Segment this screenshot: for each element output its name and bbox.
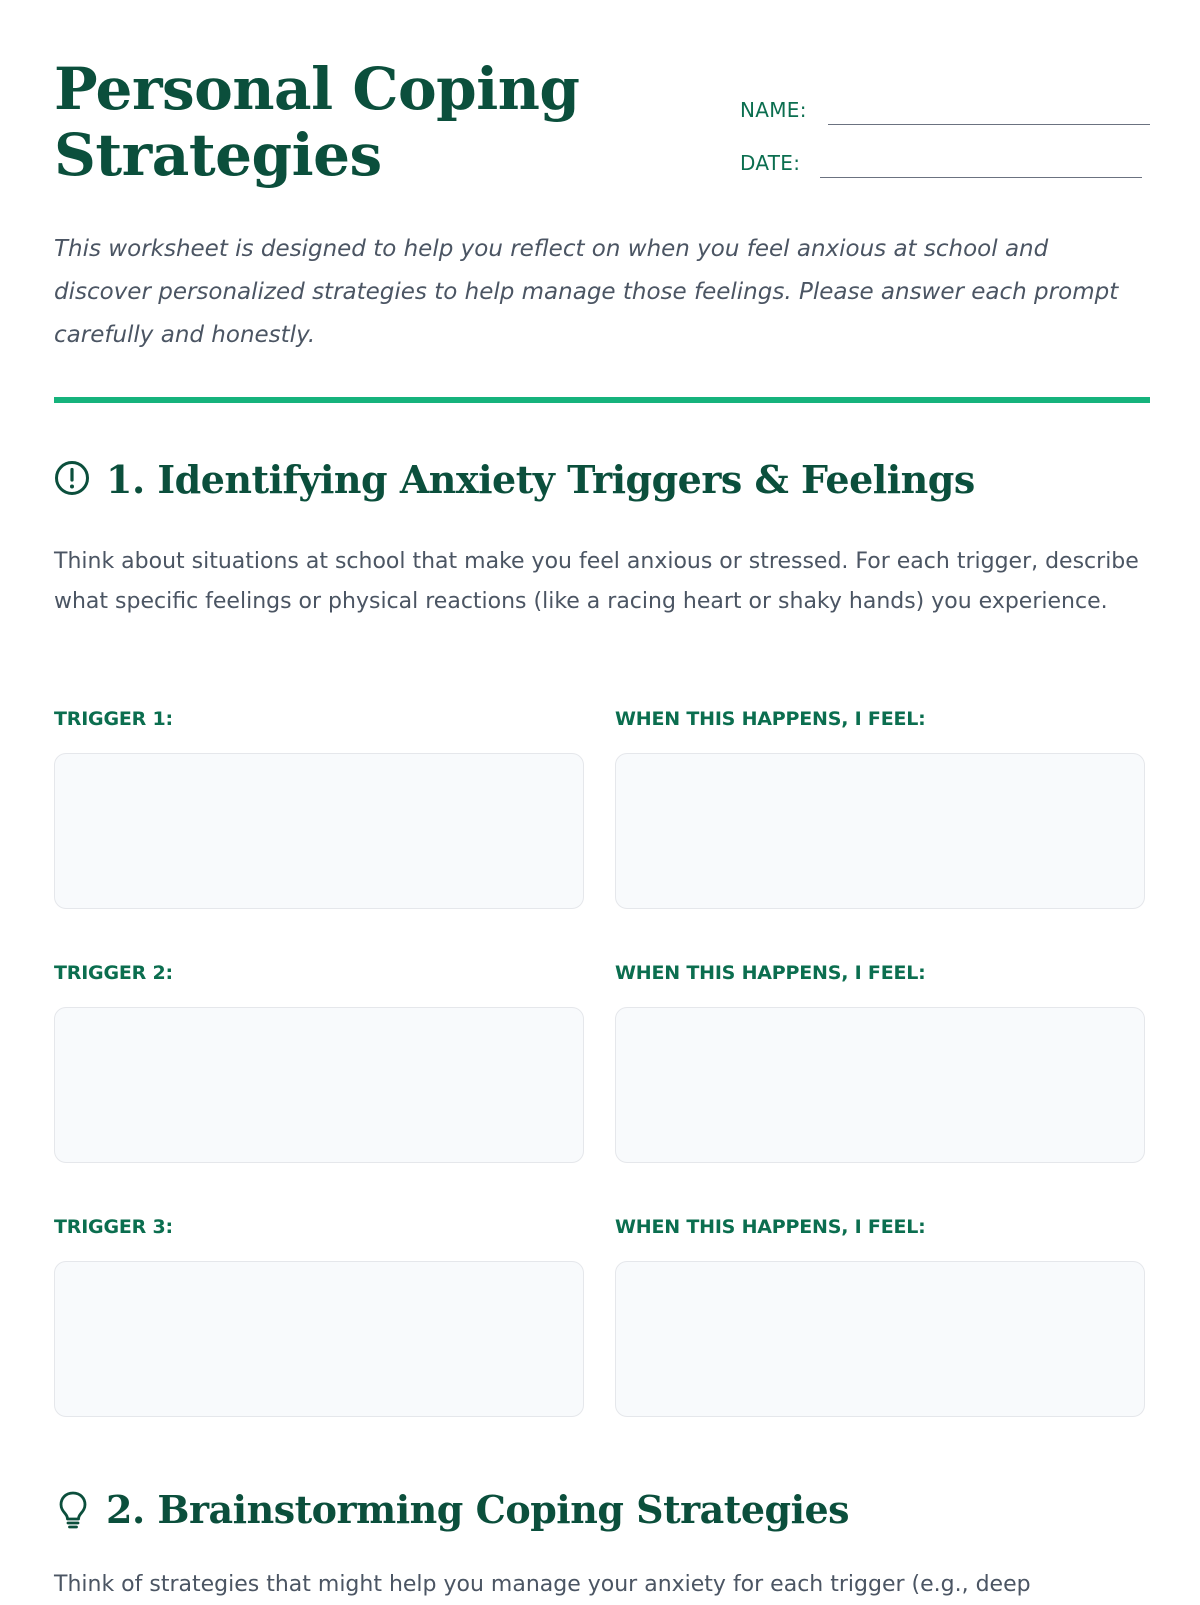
title-line-1: Personal Coping — [54, 55, 580, 123]
lightbulb-icon — [54, 1489, 94, 1529]
worksheet-page — [54, 0, 1150, 1600]
trigger-2-label: TRIGGER 2: — [54, 962, 173, 984]
worksheet-title — [54, 56, 674, 188]
feel-1-input[interactable] — [615, 753, 1145, 909]
trigger-3-label: TRIGGER 3: — [54, 1216, 173, 1238]
trigger-3-input[interactable] — [54, 1261, 584, 1417]
name-line[interactable] — [828, 124, 1150, 125]
section-1-heading — [54, 455, 1150, 505]
date-field[interactable] — [740, 145, 1150, 179]
name-field[interactable] — [740, 92, 1150, 126]
section-2-title: 2. Brainstorming Coping Strategies — [106, 1487, 850, 1532]
feel-3-label: WHEN THIS HAPPENS, I FEEL: — [615, 1216, 926, 1238]
date-label: DATE: — [740, 151, 801, 175]
trigger-1-label: TRIGGER 1: — [54, 708, 173, 730]
date-line[interactable] — [820, 177, 1142, 178]
name-label: NAME: — [740, 98, 807, 122]
intro-text: This worksheet is designed to help you reflect on when you feel anxious at school and discover personalized strategies to help manage those feelings. Please answer each prompt carefully and honestly. — [54, 236, 1119, 348]
feel-3-input[interactable] — [615, 1261, 1145, 1417]
feel-1-label: WHEN THIS HAPPENS, I FEEL: — [615, 708, 926, 730]
title-line-2: Strategies — [54, 121, 382, 189]
feel-2-input[interactable] — [615, 1007, 1145, 1163]
trigger-2-input[interactable] — [54, 1007, 584, 1163]
section-2-description: Think of strategies that might help you manage your anxiety for each trigger (e.g., deep — [54, 1572, 1031, 1597]
section-1-title: 1. Identifying Anxiety Triggers & Feelings — [106, 457, 975, 502]
alert-circle-icon — [54, 459, 94, 499]
worksheet-header — [54, 56, 1150, 196]
section-1-description: Think about situations at school that make you feel anxious or stressed. For each trigger, describe what specific feelings or physical reactions (like a racing heart or shaky hands) you experience. — [54, 549, 1139, 614]
section-2-heading — [54, 1485, 1150, 1535]
header-divider — [54, 397, 1150, 403]
feel-2-label: WHEN THIS HAPPENS, I FEEL: — [615, 962, 926, 984]
trigger-1-input[interactable] — [54, 753, 584, 909]
